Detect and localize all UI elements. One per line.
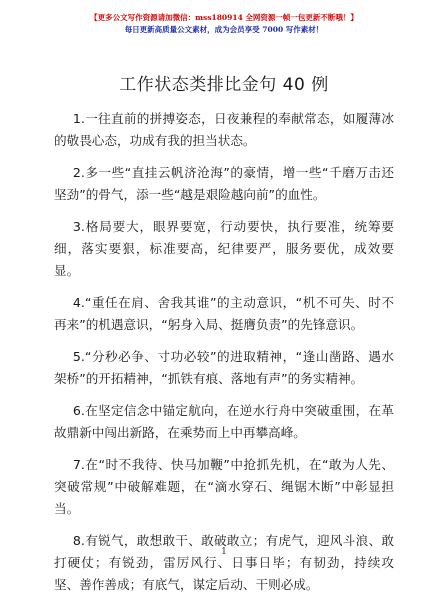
paragraph-3: 3.格局要大，眼界要宽，行动要快，执行要准，统筹要细，落实要狠，标准要高，纪律要严，服务要优，成效要显。 [54,219,394,278]
paragraph-2: 2.多一些“直挂云帆济沧海”的豪情，增一些“千磨万击还坚劲”的骨气，添一些“越是艰险越向前”的血性。 [54,165,394,202]
promo-banner-line2: 每日更新高质量公文素材，成为会员享受 7000 写作素材！ [124,25,324,34]
promo-banner-line1: 【更多公文写作资源请加微信：mss180914 全网资源一帧一包更新不断哦！】 [90,13,358,22]
paragraph-6: 6.在坚定信念中锚定航向，在逆水行舟中突破重围，在革故鼎新中闯出新路，在乘势而上中再攀高峰。 [54,403,394,440]
paragraph-4: 4.“重任在肩、舍我其谁”的主动意识，“机不可失、时不再来”的机遇意识，“躬身入局、挺膺负责”的先锋意识。 [54,295,394,332]
document-body [54,108,394,606]
paragraph-1: 1.一往直前的拼搏姿态，日夜兼程的奉献常态，如履薄冰的敬畏心态，功成有我的担当状态。 [54,111,394,148]
document-title: 工作状态类排比金句 40 例 [119,75,329,95]
paragraph-5: 5.“分秒必争、寸功必较”的进取精神，“逢山凿路、遇水架桥”的开拓精神，“抓铁有痕、落地有声”的务实精神。 [54,349,394,386]
promo-banner [0,12,448,36]
paragraph-8: 8.有锐气，敢想敢干、敢破敢立；有虎气，迎风斗浪、敢打硬仗；有锐劲，雷厉风行、日事日毕；有韧劲，持续攻坚、善作善成；有底气，谋定后动、干则必成。 [54,533,394,592]
paragraph-7: 7.在“时不我待、快马加鞭”中抢抓先机，在“敢为人先、突破常规”中破解难题，在“滴水穿石、绳锯木断”中彰显担当。 [54,457,394,516]
page-number: 1 [221,547,227,557]
